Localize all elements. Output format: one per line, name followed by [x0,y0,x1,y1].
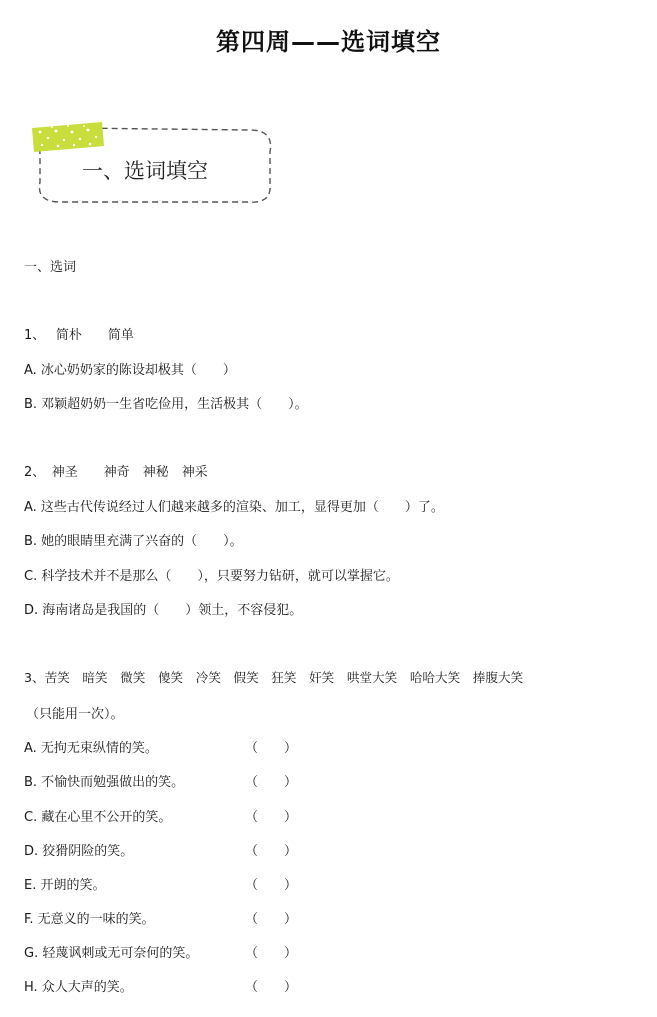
answer-blank: （ ） [245,741,298,756]
answer-blank: （ ） [245,980,298,995]
q2-item-d: D. 海南诸岛是我国的（ ）领土，不容侵犯。 [24,603,303,618]
q3-note: （只能用一次）。 [26,707,124,722]
q2-item-a: A. 这些古代传说经过人们越来越多的渲染、加工，显得更加（ ）了。 [24,500,444,515]
q3-item-b: B. 不愉快而勉强做出的笑。 [24,775,185,790]
answer-blank: （ ） [245,878,298,893]
q3-item-a: A. 无拘无束纵情的笑。 [24,741,158,756]
answer-blank: （ ） [245,810,298,825]
q1-item-a: A. 冰心奶奶家的陈设却极其（ ） [24,363,236,378]
q1-item-b: B. 邓颖超奶奶一生省吃俭用，生活极其（ ）。 [24,397,308,412]
q2-item-c: C. 科学技术并不是那么（ ），只要努力钻研，就可以掌握它。 [24,569,399,584]
answer-blank: （ ） [245,775,298,790]
q2-word-choices: 2、 神圣 神奇 神秘 神采 [24,465,208,480]
page-title: 第四周——选词填空 [216,28,441,56]
q1-word-choices: 1、 简朴 简单 [24,328,134,343]
q3-item-d: D. 狡猾阴险的笑。 [24,844,134,859]
answer-blank: （ ） [245,946,298,961]
section-header-box [30,122,280,208]
answer-blank: （ ） [245,844,298,859]
part-heading: 一、选词 [24,260,77,275]
q3-item-e: E. 开朗的笑。 [24,878,106,893]
q3-item-f: F. 无意义的一味的笑。 [24,912,155,927]
q3-item-g: G. 轻蔑讽刺或无可奈何的笑。 [24,946,199,961]
q3-item-c: C. 藏在心里不公开的笑。 [24,810,172,825]
tape-decoration-icon [30,122,104,152]
answer-blank: （ ） [245,912,298,927]
q2-item-b: B. 她的眼睛里充满了兴奋的（ ）。 [24,534,243,549]
q3-word-choices: 3、苦笑 暗笑 微笑 傻笑 冷笑 假笑 狂笑 奸笑 哄堂大笑 哈哈大笑 捧腹大笑 [24,670,524,685]
section-label: 一、选词填空 [82,159,208,183]
q3-item-h: H. 众人大声的笑。 [24,980,133,995]
